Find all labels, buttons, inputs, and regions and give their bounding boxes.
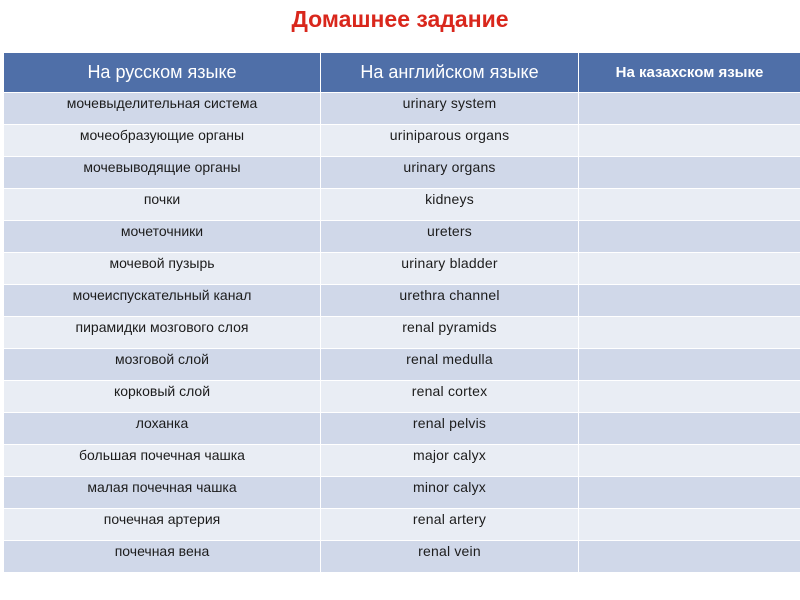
cell-english <box>321 541 579 573</box>
cell-russian-text: мочеобразующие органы <box>79 127 245 143</box>
table-row <box>4 189 800 221</box>
cell-russian <box>4 125 321 157</box>
cell-kazakh <box>579 221 800 253</box>
table-row <box>4 413 800 445</box>
table-row <box>4 317 800 349</box>
cell-russian <box>4 445 321 477</box>
vocabulary-table <box>3 52 800 573</box>
cell-english <box>321 157 579 189</box>
table-row <box>4 125 800 157</box>
header-english: На английском языке <box>321 53 579 93</box>
cell-russian-text: лоханка <box>135 415 189 431</box>
table-header-row <box>4 53 800 93</box>
table-row <box>4 509 800 541</box>
cell-russian-text: пирамидки мозгового слоя <box>75 319 249 335</box>
cell-english-text: major calyx <box>413 447 486 463</box>
table-row <box>4 157 800 189</box>
table-row <box>4 221 800 253</box>
cell-english-text: kidneys <box>425 191 474 207</box>
cell-kazakh <box>579 253 800 285</box>
cell-russian <box>4 93 321 125</box>
cell-kazakh <box>579 157 800 189</box>
cell-russian <box>4 541 321 573</box>
cell-kazakh <box>579 541 800 573</box>
cell-english <box>321 317 579 349</box>
cell-kazakh <box>579 477 800 509</box>
page-title: Домашнее задание <box>291 6 509 32</box>
cell-english-text: renal artery <box>412 511 487 527</box>
cell-russian-text: малая почечная чашка <box>87 479 237 495</box>
table-row <box>4 349 800 381</box>
cell-english <box>321 349 579 381</box>
cell-english <box>321 189 579 221</box>
cell-english-text: minor calyx <box>413 479 486 495</box>
cell-kazakh <box>579 189 800 221</box>
table-body <box>4 93 800 573</box>
cell-english-text: renal cortex <box>411 383 488 399</box>
table-row <box>4 445 800 477</box>
cell-kazakh <box>579 445 800 477</box>
cell-english <box>321 253 579 285</box>
cell-kazakh <box>579 381 800 413</box>
cell-english-text: uriniparous organs <box>389 127 510 143</box>
table-row <box>4 93 800 125</box>
cell-russian <box>4 413 321 445</box>
cell-english <box>321 477 579 509</box>
cell-kazakh <box>579 509 800 541</box>
cell-english <box>321 413 579 445</box>
cell-english-text: renal vein <box>418 543 481 559</box>
cell-english-text: urinary bladder <box>401 255 498 271</box>
cell-russian <box>4 477 321 509</box>
table-row <box>4 381 800 413</box>
cell-english-text: ureters <box>427 223 472 239</box>
cell-russian <box>4 253 321 285</box>
cell-russian <box>4 349 321 381</box>
cell-russian-text: мозговой слой <box>115 351 209 367</box>
cell-russian-text: мочеточники <box>120 223 204 239</box>
cell-russian <box>4 317 321 349</box>
cell-english <box>321 221 579 253</box>
cell-russian-text: мочевыводящие органы <box>83 159 241 175</box>
cell-english <box>321 381 579 413</box>
cell-russian-text: почечная вена <box>114 543 210 559</box>
cell-kazakh <box>579 93 800 125</box>
cell-russian-text: корковый слой <box>113 383 211 399</box>
cell-kazakh <box>579 349 800 381</box>
cell-english <box>321 93 579 125</box>
cell-russian-text: почечная артерия <box>103 511 221 527</box>
cell-russian-text: почки <box>143 191 181 207</box>
table-row <box>4 477 800 509</box>
cell-kazakh <box>579 317 800 349</box>
cell-english <box>321 285 579 317</box>
cell-russian-text: большая почечная чашка <box>79 447 245 463</box>
cell-kazakh <box>579 413 800 445</box>
cell-russian-text: мочевой пузырь <box>109 255 215 271</box>
cell-english-text: urinary system <box>402 95 497 111</box>
cell-english-text: renal medulla <box>406 351 493 367</box>
cell-russian <box>4 157 321 189</box>
cell-kazakh <box>579 125 800 157</box>
cell-english-text: renal pelvis <box>412 415 487 431</box>
cell-english-text: renal pyramids <box>402 319 497 335</box>
cell-english-text: urethra channel <box>399 287 500 303</box>
header-russian: На русском языке <box>4 53 321 93</box>
cell-russian-text: мочеиспускательный канал <box>72 287 252 303</box>
table-row <box>4 541 800 573</box>
cell-russian <box>4 285 321 317</box>
cell-russian-text: мочевыделительная система <box>66 95 258 111</box>
cell-english <box>321 445 579 477</box>
table-row <box>4 285 800 317</box>
table-row <box>4 253 800 285</box>
cell-english <box>321 509 579 541</box>
cell-english-text: urinary organs <box>403 159 496 175</box>
cell-english <box>321 125 579 157</box>
cell-russian <box>4 381 321 413</box>
cell-russian <box>4 189 321 221</box>
cell-kazakh <box>579 285 800 317</box>
header-kazakh: На казахском языке <box>579 53 800 93</box>
cell-russian <box>4 509 321 541</box>
cell-russian <box>4 221 321 253</box>
